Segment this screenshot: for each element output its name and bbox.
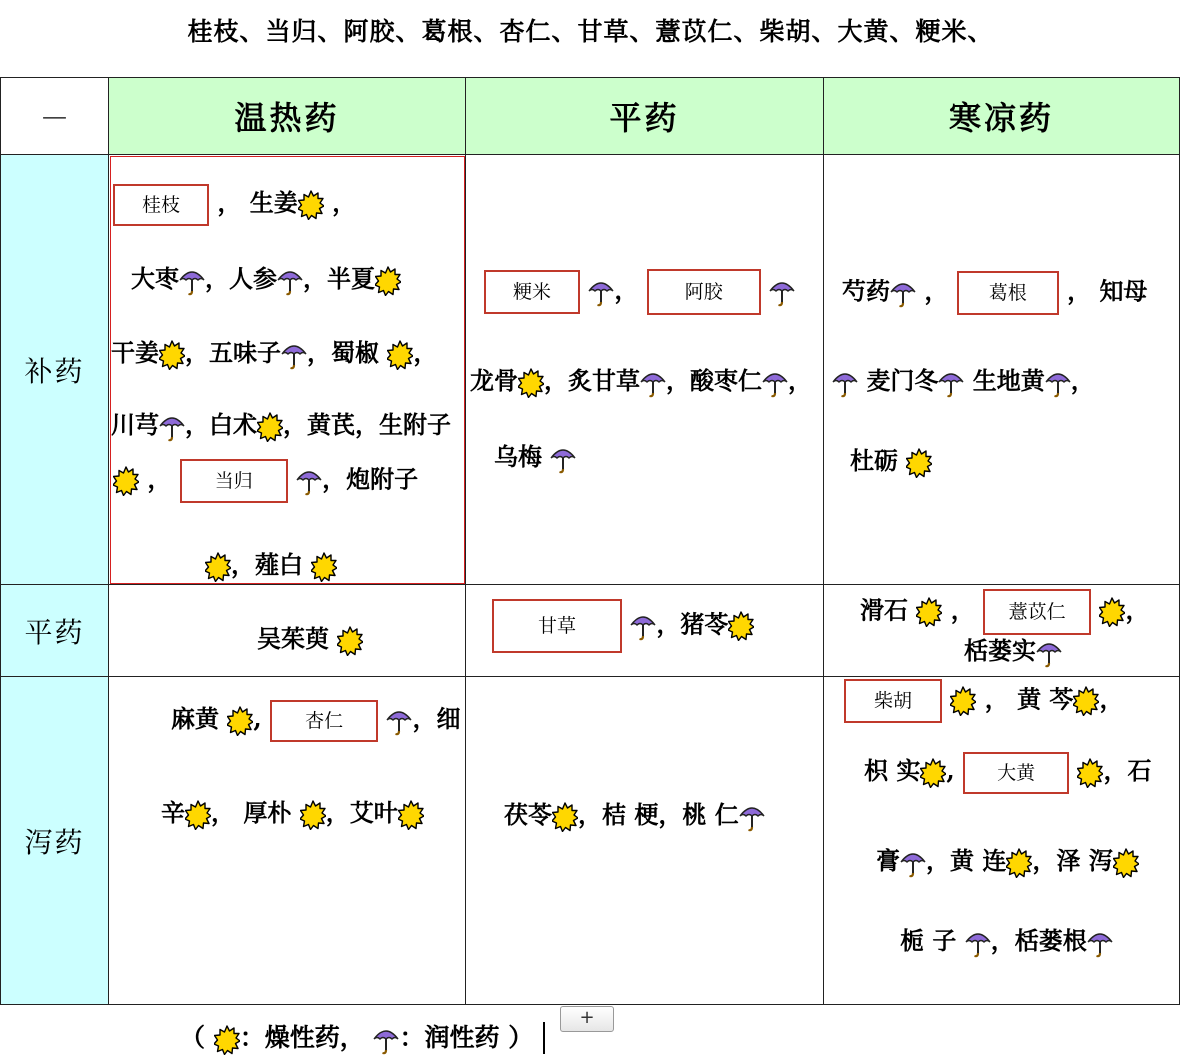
herb-wuzhuyu: 吴茱萸 <box>257 624 329 653</box>
sun-icon <box>185 800 211 830</box>
sun-icon <box>159 340 185 370</box>
herb-zhuling: 猪苓 <box>680 609 729 639</box>
box-dahuang[interactable]: 大黄 <box>963 752 1069 794</box>
herb-zhimu: 知母 <box>1099 276 1148 306</box>
box-gancao[interactable]: 甘草 <box>492 599 622 653</box>
sun-icon <box>227 706 253 736</box>
cell-neutral-neutral: 甘草 ，猪苓 <box>466 585 824 677</box>
row-header-tonic: 补药 <box>1 155 109 585</box>
sun-icon <box>398 800 424 830</box>
row-header-purge: 泻药 <box>1 677 109 1005</box>
umbrella-icon <box>1087 928 1113 958</box>
umbrella-icon <box>640 368 666 398</box>
umbrella-icon <box>1045 368 1071 398</box>
sun-icon <box>205 552 231 582</box>
box-jingmi[interactable]: 粳米 <box>484 270 580 314</box>
herb-chuanxiong: 川芎 <box>111 410 159 439</box>
herb-muli: 杜砺 <box>850 446 898 475</box>
header-warm: 温热药 <box>109 78 466 155</box>
sun-icon <box>1077 758 1103 788</box>
sun-icon <box>387 340 413 370</box>
drug-list-text: 桂枝、当归、阿胶、葛根、杏仁、甘草、薏苡仁、柴胡、大黄、粳米、 <box>187 17 994 46</box>
herb-wuweizi: 五味子 <box>209 338 281 367</box>
add-button[interactable]: + <box>560 1006 614 1032</box>
umbrella-icon <box>890 278 916 308</box>
herb-shengfuzi: 生附子 <box>379 410 451 439</box>
herb-zhizi: 栀 子 <box>900 926 957 955</box>
herb-paofuzi: 炮附子 <box>346 464 419 494</box>
sun-icon <box>950 686 976 716</box>
umbrella-icon <box>277 266 303 296</box>
herb-zexie: 泽 泻 <box>1056 846 1113 875</box>
umbrella-icon <box>900 848 926 878</box>
row-header-neutral: 平药 <box>1 585 109 677</box>
box-xingren[interactable]: 杏仁 <box>270 700 378 742</box>
text-cursor <box>543 1022 545 1054</box>
header-cold: 寒凉药 <box>824 78 1180 155</box>
cell-neutral-warm <box>109 585 466 677</box>
herb-baizhu: 白术 <box>209 410 257 439</box>
corner-cell: － <box>1 78 109 155</box>
box-danggui[interactable]: 当归 <box>180 459 288 503</box>
umbrella-icon <box>159 412 185 442</box>
herb-huanglian: 黄 连 <box>950 846 1007 875</box>
herb-shengjiang: 生姜 <box>249 188 298 217</box>
drug-table <box>0 77 1180 1005</box>
herb-dazao: 大枣 <box>131 264 179 293</box>
sun-icon <box>552 802 578 832</box>
sun-icon <box>214 1025 240 1055</box>
herb-gualoushi: 栝蒌实 <box>964 636 1036 665</box>
sun-icon <box>728 611 754 641</box>
herb-gualougen: 栝蒌根 <box>1014 926 1087 955</box>
legend <box>180 1018 533 1055</box>
cell-purge-neutral: 茯苓 ，桔 梗，桃 仁 <box>466 677 824 1005</box>
umbrella-icon <box>588 277 614 307</box>
sun-icon <box>1006 848 1032 878</box>
umbrella-icon <box>1036 638 1062 668</box>
herb-houpu: 厚朴 <box>243 798 292 827</box>
sun-icon <box>920 758 946 788</box>
sun-icon <box>298 190 324 220</box>
cell-tonic-cold: 芍药 ， 葛根 ， 知母 麦门冬 生地黄 ， 杜砺 <box>824 155 1180 585</box>
umbrella-icon <box>938 368 964 398</box>
umbrella-icon <box>762 368 788 398</box>
herb-longgu: 龙骨 <box>470 366 518 395</box>
herb-wumei: 乌梅 <box>494 442 542 471</box>
umbrella-icon <box>373 1025 399 1055</box>
cell-neutral-cold: 滑石 ， 薏苡仁 ， 栝蒌实 <box>824 585 1180 677</box>
umbrella-icon <box>179 266 205 296</box>
box-gegen[interactable]: 葛根 <box>957 271 1059 315</box>
sun-icon <box>257 412 283 442</box>
header-neutral: 平药 <box>466 78 824 155</box>
legend-dry-label: ：燥性药， <box>239 1023 365 1052</box>
box-guizhi[interactable]: 桂枝 <box>113 184 209 226</box>
herb-zhigancao: 炙甘草 <box>568 366 640 395</box>
sun-icon <box>518 368 544 398</box>
herb-xiebai: 薤白 <box>255 550 303 579</box>
herb-shengdihuang: 生地黄 <box>972 366 1045 395</box>
cell-tonic-neutral: 粳米 ， 阿胶 龙骨 ，炙甘草 ，酸枣仁 ， 乌梅 <box>466 155 824 585</box>
herb-ganjiang: 干姜 <box>111 338 159 367</box>
herb-taoren: 桃 仁 <box>682 800 739 829</box>
umbrella-icon <box>832 368 858 398</box>
cell-purge-warm: 麻黄 , 杏仁 ，细 辛 ， 厚朴 ，艾叶 <box>109 677 466 1005</box>
herb-jiegeng: 桔 梗 <box>602 800 659 829</box>
herb-huangqin: 黄 芩 <box>1017 684 1074 714</box>
umbrella-icon <box>386 706 412 736</box>
herb-banxia: 半夏 <box>327 264 375 293</box>
herb-fuling: 茯苓 <box>504 800 552 829</box>
herb-gao: 膏 <box>876 846 900 875</box>
herb-renshen: 人参 <box>229 264 277 293</box>
herb-aiye: 艾叶 <box>349 798 398 827</box>
umbrella-icon <box>769 277 795 307</box>
legend-open: （ <box>180 1023 206 1052</box>
legend-moist-label: ：润性药 <box>399 1023 500 1052</box>
sun-icon <box>113 466 139 496</box>
sun-icon <box>375 266 401 296</box>
sun-icon <box>300 800 326 830</box>
umbrella-icon <box>296 466 322 496</box>
herb-huashi: 滑石 <box>860 595 908 625</box>
box-yiyiren[interactable]: 薏苡仁 <box>983 589 1091 635</box>
sun-icon <box>1099 597 1125 627</box>
herb-shujiao: 蜀椒 <box>331 338 379 367</box>
umbrella-icon <box>550 444 576 474</box>
herb-xi: 细 <box>436 704 461 733</box>
box-ejiao[interactable]: 阿胶 <box>647 269 761 315</box>
umbrella-icon <box>965 928 991 958</box>
sun-icon <box>337 626 363 656</box>
sun-icon <box>906 448 932 478</box>
umbrella-icon <box>281 340 307 370</box>
cell-tonic-warm: 桂枝 ， 生姜 ， 大枣 ，人参 ，半夏 干姜 ，五味子 ，蜀椒 ， 川芎 ，白术 ，黄芪，生附子 ， 当归 ，炮附子 ，薤白 <box>109 155 466 585</box>
umbrella-icon <box>739 802 765 832</box>
herb-huangqi: 黄芪 <box>307 410 355 439</box>
sun-icon <box>1073 686 1099 716</box>
herb-shaoyao: 芍药 <box>842 276 890 306</box>
drug-list-title <box>0 12 1181 48</box>
sun-icon <box>311 552 337 582</box>
box-chaihu[interactable]: 柴胡 <box>844 679 942 723</box>
herb-xin: 辛 <box>161 798 185 827</box>
legend-close: ） <box>508 1023 534 1052</box>
herb-zhishi: 枳 实 <box>864 756 921 785</box>
cell-purge-cold: 柴胡 ， 黄 芩 ， 枳 实 , 大黄 ，石 膏 ，黄 连 ，泽 泻 栀 子 ，栝蒌根 <box>824 677 1180 1005</box>
herb-shi: 石 <box>1127 756 1152 785</box>
sun-icon <box>1113 848 1139 878</box>
herb-mahuang: 麻黄 <box>171 704 219 733</box>
herb-suanzaoren: 酸枣仁 <box>690 366 762 395</box>
sun-icon <box>916 597 942 627</box>
herb-maimendong: 麦门冬 <box>866 366 939 395</box>
umbrella-icon <box>630 611 656 641</box>
